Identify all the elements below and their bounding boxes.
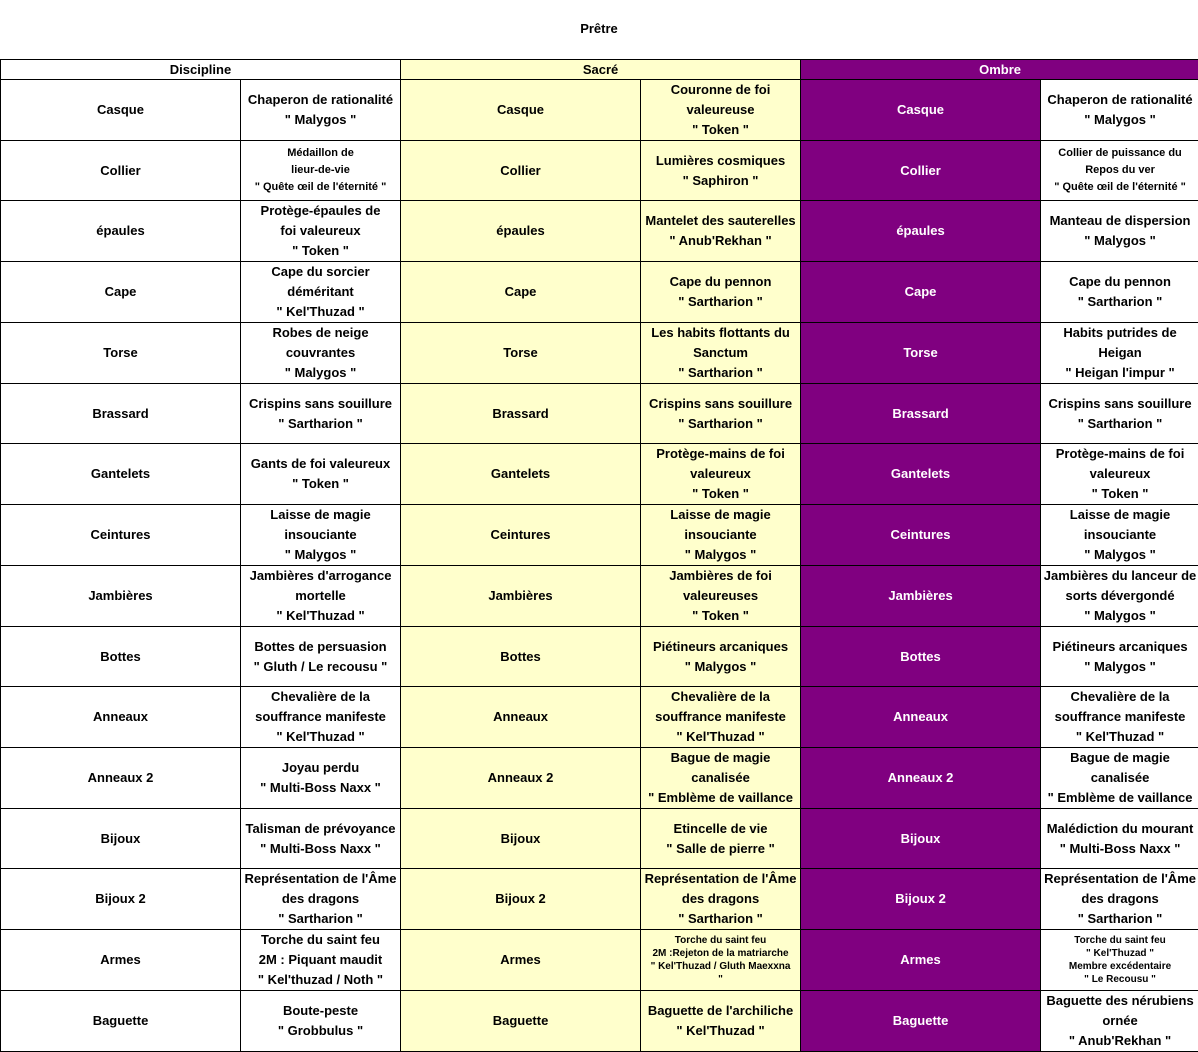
- sacre-slot: épaules: [401, 201, 641, 262]
- spec-header-row: [1, 60, 1198, 80]
- gear-row: [1, 201, 1198, 262]
- discipline-slot: Brassard: [1, 384, 241, 444]
- discipline-slot: Gantelets: [1, 444, 241, 505]
- discipline-item: Crispins sans souillure " Sartharion ": [241, 384, 401, 444]
- discipline-item: Cape du sorcier déméritant " Kel'Thuzad ": [241, 262, 401, 323]
- discipline-item: Talisman de prévoyance " Multi-Boss Naxx ": [241, 809, 401, 869]
- ombre-item: Torche du saint feu " Kel'Thuzad " Membre excédentaire " Le Recousu ": [1041, 930, 1198, 991]
- gear-row: [1, 748, 1198, 809]
- ombre-slot: Bijoux 2: [801, 869, 1041, 930]
- sacre-item: Protège-mains de foi valeureux " Token ": [641, 444, 801, 505]
- sacre-item: Chevalière de la souffrance manifeste " Kel'Thuzad ": [641, 687, 801, 748]
- sacre-item: Mantelet des sauterelles " Anub'Rekhan ": [641, 201, 801, 262]
- discipline-item: Protège-épaules de foi valeureux " Token ": [241, 201, 401, 262]
- discipline-item: Médaillon de lieur-de-vie " Quête œil de l'éternité ": [241, 141, 401, 201]
- ombre-slot: Anneaux: [801, 687, 1041, 748]
- ombre-item: Cape du pennon " Sartharion ": [1041, 262, 1198, 323]
- gear-row: [1, 627, 1198, 687]
- sacre-slot: Armes: [401, 930, 641, 991]
- ombre-slot: Bottes: [801, 627, 1041, 687]
- gear-row: [1, 262, 1198, 323]
- sacre-slot: Torse: [401, 323, 641, 384]
- gear-row: [1, 384, 1198, 444]
- discipline-item: Torche du saint feu 2M : Piquant maudit " Kel'thuzad / Noth ": [241, 930, 401, 991]
- sacre-slot: Ceintures: [401, 505, 641, 566]
- discipline-item: Bottes de persuasion " Gluth / Le recousu ": [241, 627, 401, 687]
- gear-row: [1, 444, 1198, 505]
- sacre-slot: Casque: [401, 80, 641, 141]
- sacre-slot: Bijoux 2: [401, 869, 641, 930]
- sacre-item: Baguette de l'archiliche " Kel'Thuzad ": [641, 991, 801, 1052]
- discipline-slot: Cape: [1, 262, 241, 323]
- discipline-item: Laisse de magie insouciante " Malygos ": [241, 505, 401, 566]
- ombre-slot: Collier: [801, 141, 1041, 201]
- discipline-slot: Bijoux: [1, 809, 241, 869]
- discipline-slot: Anneaux: [1, 687, 241, 748]
- ombre-slot: Casque: [801, 80, 1041, 141]
- gear-row: [1, 809, 1198, 869]
- sacre-slot: Brassard: [401, 384, 641, 444]
- sacre-slot: Jambières: [401, 566, 641, 627]
- sacre-item: Cape du pennon " Sartharion ": [641, 262, 801, 323]
- ombre-item: Bague de magie canalisée " Emblème de vaillance: [1041, 748, 1198, 809]
- sacre-item: Etincelle de vie " Salle de pierre ": [641, 809, 801, 869]
- gear-row: [1, 930, 1198, 991]
- discipline-item: Chevalière de la souffrance manifeste " Kel'Thuzad ": [241, 687, 401, 748]
- discipline-item: Représentation de l'Âme des dragons " Sartharion ": [241, 869, 401, 930]
- ombre-item: Manteau de dispersion " Malygos ": [1041, 201, 1198, 262]
- spec-header-sacre: Sacré: [401, 60, 801, 80]
- sacre-item: Laisse de magie insouciante " Malygos ": [641, 505, 801, 566]
- ombre-item: Piétineurs arcaniques " Malygos ": [1041, 627, 1198, 687]
- discipline-slot: Ceintures: [1, 505, 241, 566]
- ombre-item: Laisse de magie insouciante " Malygos ": [1041, 505, 1198, 566]
- discipline-slot: Collier: [1, 141, 241, 201]
- discipline-slot: Baguette: [1, 991, 241, 1052]
- sacre-slot: Gantelets: [401, 444, 641, 505]
- ombre-slot: Ceintures: [801, 505, 1041, 566]
- ombre-slot: Armes: [801, 930, 1041, 991]
- ombre-slot: Jambières: [801, 566, 1041, 627]
- gear-row: [1, 323, 1198, 384]
- discipline-slot: Torse: [1, 323, 241, 384]
- sacre-item: Crispins sans souillure " Sartharion ": [641, 384, 801, 444]
- sacre-item: Couronne de foi valeureuse " Token ": [641, 80, 801, 141]
- ombre-item: Chevalière de la souffrance manifeste " Kel'Thuzad ": [1041, 687, 1198, 748]
- ombre-slot: Gantelets: [801, 444, 1041, 505]
- sacre-item: Les habits flottants du Sanctum " Sartharion ": [641, 323, 801, 384]
- ombre-item: Représentation de l'Âme des dragons " Sartharion ": [1041, 869, 1198, 930]
- ombre-item: Chaperon de rationalité " Malygos ": [1041, 80, 1198, 141]
- ombre-item: Protège-mains de foi valeureux " Token ": [1041, 444, 1198, 505]
- discipline-slot: épaules: [1, 201, 241, 262]
- ombre-slot: Torse: [801, 323, 1041, 384]
- discipline-item: Robes de neige couvrantes " Malygos ": [241, 323, 401, 384]
- sacre-slot: Bijoux: [401, 809, 641, 869]
- discipline-item: Joyau perdu " Multi-Boss Naxx ": [241, 748, 401, 809]
- spec-header-discipline: Discipline: [1, 60, 401, 80]
- ombre-item: Crispins sans souillure " Sartharion ": [1041, 384, 1198, 444]
- sacre-item: Représentation de l'Âme des dragons " Sartharion ": [641, 869, 801, 930]
- discipline-slot: Anneaux 2: [1, 748, 241, 809]
- gear-row: [1, 141, 1198, 201]
- ombre-slot: Baguette: [801, 991, 1041, 1052]
- sacre-slot: Anneaux 2: [401, 748, 641, 809]
- sacre-item: Torche du saint feu 2M :Rejeton de la matriarche " Kel'Thuzad / Gluth Maexxna ": [641, 930, 801, 991]
- gear-row: [1, 80, 1198, 141]
- sacre-slot: Bottes: [401, 627, 641, 687]
- spec-header-ombre: Ombre: [801, 60, 1198, 80]
- sacre-item: Bague de magie canalisée " Emblème de vaillance: [641, 748, 801, 809]
- ombre-item: Baguette des nérubiens ornée " Anub'Rekhan ": [1041, 991, 1198, 1052]
- sacre-item: Lumières cosmiques " Saphiron ": [641, 141, 801, 201]
- ombre-item: Habits putrides de Heigan " Heigan l'impur ": [1041, 323, 1198, 384]
- gear-row: [1, 505, 1198, 566]
- discipline-slot: Bottes: [1, 627, 241, 687]
- discipline-slot: Casque: [1, 80, 241, 141]
- gear-row: [1, 869, 1198, 930]
- page-title: Prêtre: [0, 18, 1198, 40]
- discipline-item: Jambières d'arrogance mortelle " Kel'Thuzad ": [241, 566, 401, 627]
- discipline-item: Boute-peste " Grobbulus ": [241, 991, 401, 1052]
- gear-row: [1, 566, 1198, 627]
- sacre-slot: Anneaux: [401, 687, 641, 748]
- gear-table: [0, 59, 1198, 1052]
- ombre-slot: Anneaux 2: [801, 748, 1041, 809]
- ombre-slot: épaules: [801, 201, 1041, 262]
- discipline-item: Gants de foi valeureux " Token ": [241, 444, 401, 505]
- ombre-slot: Cape: [801, 262, 1041, 323]
- sacre-item: Piétineurs arcaniques " Malygos ": [641, 627, 801, 687]
- discipline-slot: Armes: [1, 930, 241, 991]
- sacre-slot: Cape: [401, 262, 641, 323]
- ombre-slot: Bijoux: [801, 809, 1041, 869]
- ombre-item: Malédiction du mourant " Multi-Boss Naxx ": [1041, 809, 1198, 869]
- gear-row: [1, 687, 1198, 748]
- ombre-slot: Brassard: [801, 384, 1041, 444]
- sacre-slot: Collier: [401, 141, 641, 201]
- ombre-item: Collier de puissance du Repos du ver " Quête œil de l'éternité ": [1041, 141, 1198, 201]
- ombre-item: Jambières du lanceur de sorts dévergondé " Malygos ": [1041, 566, 1198, 627]
- gear-row: [1, 991, 1198, 1052]
- sacre-item: Jambières de foi valeureuses " Token ": [641, 566, 801, 627]
- discipline-slot: Jambières: [1, 566, 241, 627]
- discipline-item: Chaperon de rationalité " Malygos ": [241, 80, 401, 141]
- sacre-slot: Baguette: [401, 991, 641, 1052]
- discipline-slot: Bijoux 2: [1, 869, 241, 930]
